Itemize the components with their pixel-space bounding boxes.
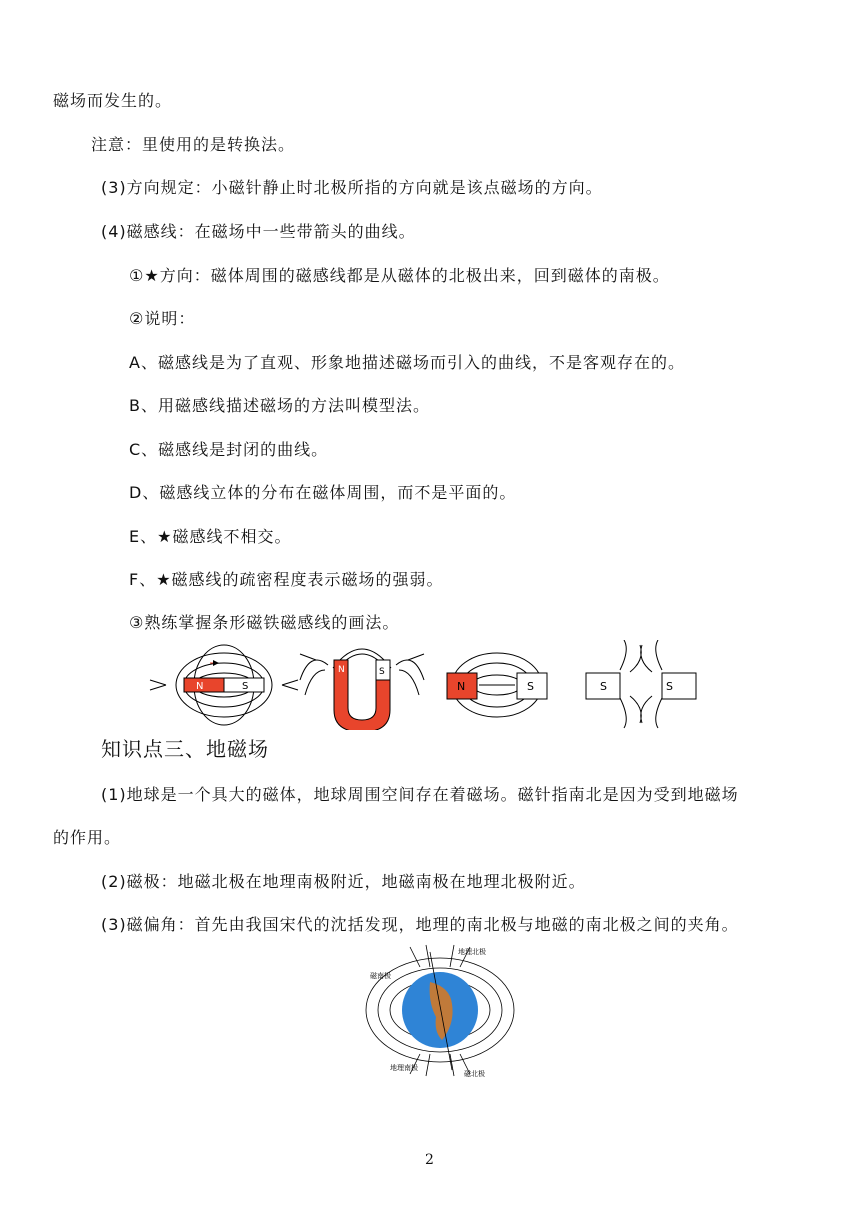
geo-north-label: 地理北极 <box>458 948 486 956</box>
bar-magnet-s-label: S <box>242 681 249 692</box>
horseshoe-s-label: S <box>379 667 385 677</box>
text-line-d: D、磁感线立体的分布在磁体周围，而不是平面的。 <box>129 483 517 502</box>
horseshoe-figure <box>300 649 424 695</box>
section-line-2: (2)磁极：地磁北极在地理南极附近，地磁南极在地理北极附近。 <box>101 872 586 891</box>
ns-s-label: S <box>527 680 534 693</box>
text-line-f: F、★磁感线的疏密程度表示磁场的强弱。 <box>129 570 444 589</box>
section-line-3: (3)磁偏角：首先由我国宋代的沈括发现，地理的南北极与地磁的南北极之间的夹角。 <box>101 915 739 934</box>
section-line-1-cont: 的作用。 <box>53 828 122 847</box>
text-line-b: B、用磁感线描述磁场的方法叫模型法。 <box>129 396 430 415</box>
geo-south-label: 地理南极 <box>390 1064 418 1072</box>
text-line-draw: ③熟练掌握条形磁铁磁感线的画法。 <box>129 613 400 632</box>
text-line-note: 注意：里使用的是转换法。 <box>91 135 296 154</box>
horseshoe-n-label: N <box>338 665 345 675</box>
section-line-1: (1)地球是一个具大的磁体，地球周围空间存在着磁场。磁针指南北是因为受到地磁场 <box>101 785 739 804</box>
text-line-direction: ①★方向：磁体周围的磁感线都是从磁体的北极出来，回到磁体的南极。 <box>129 266 670 285</box>
text-line-direction-rule: (3)方向规定：小磁针静止时北极所指的方向就是该点磁场的方向。 <box>101 178 603 197</box>
mag-south-label: 磁南极 <box>370 972 391 980</box>
magnet-field-figures <box>0 640 860 730</box>
text-line-a: A、磁感线是为了直观、形象地描述磁场而引入的曲线，不是客观存在的。 <box>129 353 685 372</box>
text-line-c: C、磁感线是封闭的曲线。 <box>129 440 329 459</box>
text-line-continuation: 磁场而发生的。 <box>53 91 173 110</box>
bar-magnet-north <box>184 678 224 692</box>
text-line-e: E、★磁感线不相交。 <box>129 527 292 546</box>
section-heading: 知识点三、地磁场 <box>101 737 269 761</box>
bar-magnet-n-label: N <box>196 681 204 692</box>
ss-right-s-label: S <box>666 680 673 693</box>
text-line-explain: ②说明： <box>129 309 196 328</box>
earth-magnetic-field-figure <box>360 942 540 1082</box>
text-line-field-lines: (4)磁感线：在磁场中一些带箭头的曲线。 <box>101 222 416 241</box>
page-number: 2 <box>425 1152 434 1168</box>
mag-north-label: 磁北极 <box>464 1070 485 1078</box>
ns-n-label: N <box>457 680 466 693</box>
ss-left-s-label: S <box>600 680 607 693</box>
